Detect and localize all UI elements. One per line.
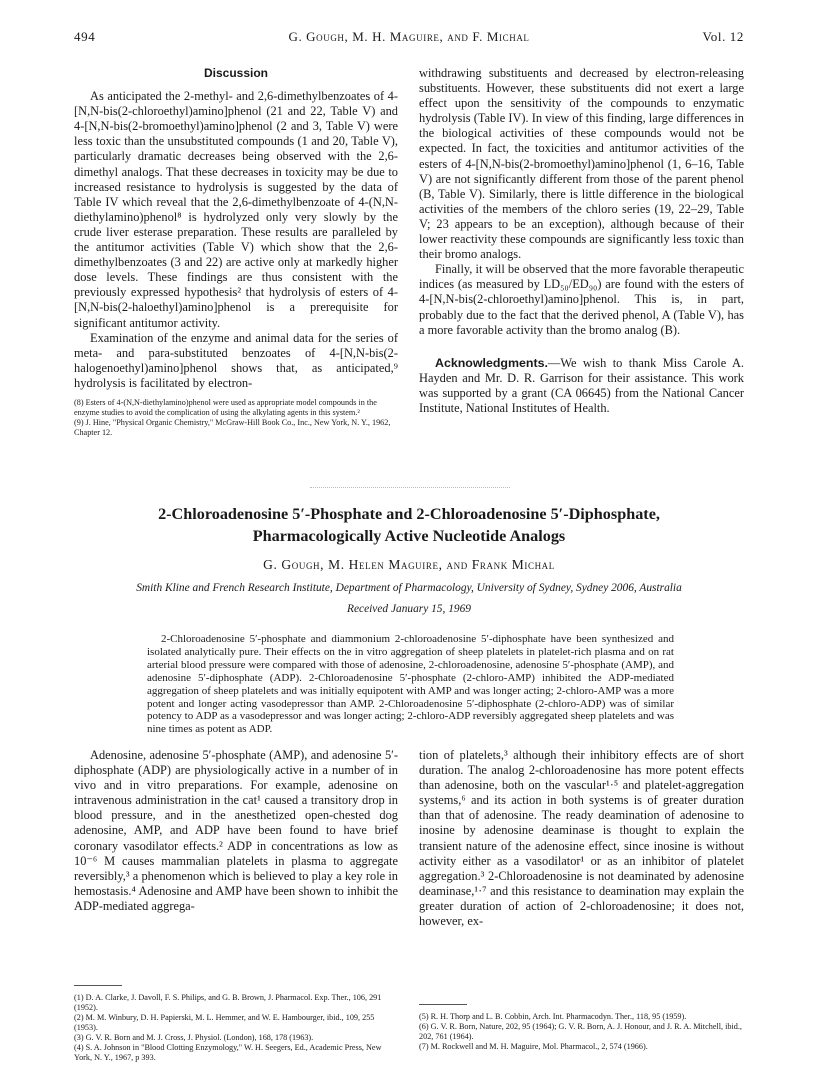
article-title: [74, 503, 744, 547]
discussion-column-left: [74, 66, 398, 438]
discussion-paragraph: As anticipated the 2-methyl- and 2,6-dimethylbenzoates of 4-[N,N-bis(2-chloroethyl)amino]phenol (21 and 22, Table V) and 4-[N,N-bis(2-bromoethyl)amino]phenol (2 and 3, Table V) were less toxic than the unsubstituted compounds (1 and 20, Table V), particularly dramatic decreases being observed with the 2,6-dimethyl analogs. That these decreases in toxicity may be due to increased resistance to hydrolysis is suggested by the data of Table IV which reveal that the 2,6-dimethylbenzoate of 4-(N,N-diethylamino)phenol⁸ is hydrolyzed only very slowly by the crude liver esterase preparation. These results are paralleled by the antitumor activities (Table V) which show that the 2,6-dimethylbenzoates (3 and 22) are active only at markedly higher dose levels. These findings are thus consistent with the previously expressed hypothesis² that hydrolysis of esters of 4-[N,N-bis(2-haloethyl)amino]phenol is a prerequisite for significant antitumor activity.: [74, 89, 398, 330]
article-title-line: Pharmacologically Active Nucleotide Analogs: [252, 527, 566, 545]
footnote: (9) J. Hine, "Physical Organic Chemistry," McGraw-Hill Book Co., Inc., New York, N. Y., 1962, Chapter 12.: [74, 417, 391, 437]
footnote-rule: [419, 1004, 467, 1005]
article-title-line: 2-Chloroadenosine 5′-Phosphate and 2-Chloroadenosine 5′-Diphosphate,: [158, 505, 660, 523]
discussion-paragraph: withdrawing substituents and decreased by electron-releasing substituents. However, these substituents did not exert a large effect upon the sensitivity of the compounds to enzymatic hydrolysis (Table IV). In view of this finding, large differences in the biological activities of these compounds would not be expected. In fact, the toxicities and antitumor activities of the esters of 4-[N,N-bis(2-bromoethyl)amino]phenol (1, 6–16, Table V) are not significantly different from those of the parent phenol (B, Table V). Similarly, there is little difference in the biological activities of the members of the chloro series (19, 22–29, Table V; 23 appears to be an exception), although because of their lower reactivity these compounds are significantly less toxic than their bromo analogs.: [419, 66, 744, 262]
reference: (5) R. H. Thorp and L. B. Cobbin, Arch. Int. Pharmacodyn. Ther., 118, 95 (1959).: [419, 1012, 687, 1021]
reference: (3) G. V. R. Born and M. J. Cross, J. Physiol. (London), 168, 178 (1963).: [74, 1033, 314, 1042]
acknowledgments-heading: Acknowledgments.: [435, 355, 548, 370]
page-number: 494: [74, 29, 96, 44]
footnote: (8) Esters of 4-(N,N-diethylamino)phenol were used as appropriate model compounds in the enzyme studies to avoid the complication of using the alkylating agents in this system.²: [74, 397, 377, 417]
abstract: [147, 633, 674, 736]
section-divider: [310, 487, 510, 488]
reference: (4) S. A. Johnson in "Blood Clotting Enzymology," W. H. Seegers, Ed., Academic Press, New York, N. Y., 1967, p 393.: [74, 1043, 382, 1062]
footnotes: [74, 398, 398, 438]
references-right: [419, 1012, 744, 1052]
discussion-paragraph: Examination of the enzyme and animal data for the series of meta- and para-substituted benzoates of 4-[N,N-bis(2-halogenoethyl)amino]phenol shows that, as anticipated,⁹ hydrolysis is facilitated by electron-: [74, 330, 398, 390]
discussion-column-right: [419, 66, 744, 416]
running-title: G. Gough, M. H. Maguire, and F. Michal: [288, 29, 530, 44]
reference: (2) M. M. Winbury, D. H. Papierski, M. L. Hemmer, and W. E. Hambourger, ibid., 109, 255 (1953).: [74, 1013, 375, 1032]
body-paragraph: Adenosine, adenosine 5′-phosphate (AMP), and adenosine 5′-diphosphate (ADP) are physiologically active in a number of in vivo and in vitro preparations. For example, adenosine on intravenous administration in the cat¹ caused a transitory drop in blood pressure, and in the anesthetized open-chested dog adenosine, AMP, and ADP have been found to have brief coronary vasodilator effects.² ADP in concentrations as low as 10⁻⁶ M causes mammalian platelets in plasma to aggregate reversibly,³ a phenomenon which is believed to play a key role in hemostasis.⁴ Adenosine and AMP have been shown to inhibit the ADP-mediated aggrega-: [74, 748, 398, 913]
reference: (7) M. Rockwell and M. H. Maguire, Mol. Pharmacol., 2, 574 (1966).: [419, 1042, 648, 1051]
reference: (6) G. V. R. Born, Nature, 202, 95 (1964); G. V. R. Born, A. J. Honour, and J. R. A. Mitchell, ibid., 202, 761 (1964).: [419, 1022, 742, 1041]
body-column-left: [74, 748, 398, 914]
body-paragraph: tion of platelets,³ although their inhibitory effects are of short duration. The analog 2-chloroadenosine has more potent effects than adenosine, both on the vascular¹·⁵ and platelet-aggregation systems,⁶ and its action in both systems is of greater duration than that of adenosine. The ready deamination of adenosine to inosine by adenosine deaminase is thought to explain the transient nature of the adenosine effect, since inosine is without activity either as a vasodilator¹ or as an inhibitor of platelet aggregation.³ 2-Chloroadenosine is not deaminated by adenosine deaminase,¹·⁷ and this resistance to deamination may explain the greater duration of action of 2-chloroadenosine; it does not, however, ex-: [419, 748, 744, 929]
volume-label: Vol. 12: [702, 29, 744, 44]
acknowledgments-text: —We wish to thank Miss Carole A. Hayden and Mr. D. R. Garrison for their assistance. This work was supported by a grant (CA 06645) from the National Cancer Institute, National Institutes of Health.: [419, 355, 744, 415]
section-heading: Discussion: [203, 66, 269, 80]
abstract-text: 2-Chloroadenosine 5′-phosphate and diammonium 2-chloroadenosine 5′-diphosphate have been synthesized and isolated analytically pure. Their effects on the in vitro aggregation of sheep platelets in platelet-rich plasma and on rat arterial blood pressure were compared with those of adenosine, 2-chloroadenosine, adenosine 5′-phosphate (AMP), and adenosine 5′-diphosphate (ADP). 2-Chloroadenosine 5′-phosphate (2-chloro-AMP) inhibited the ADP-mediated aggregation of sheep platelets and was initially equipotent with AMP and was longer acting; 2-chloro-AMP was a more potent and longer acting vasodepressor than AMP. 2-Chloroadenosine 5′-diphosphate (2-chloro-ADP) was of similar potency to ADP as a vasodepressor and was longer acting; 2-chloro-ADP reversibly aggregated sheep platelets and was nine times as potent as ADP.: [147, 633, 674, 736]
footnote-rule: [74, 985, 122, 986]
received-date: Received January 15, 1969: [347, 603, 471, 615]
running-header: [74, 29, 744, 45]
article-affiliation: Smith Kline and French Research Institute, Department of Pharmacology, University of Sydney, Sydney 2006, Australia: [136, 582, 682, 594]
discussion-paragraph: Finally, it will be observed that the more favorable therapeutic indices (as measured by LD₅₀/ED₉₀) are found with the esters of 4-[N,N-bis(2-chloroethyl)amino]phenol. This is, in part, probably due to the fact that the derived phenol, A (Table V), has a more favorable activity than the bromo analog (B).: [419, 262, 744, 337]
references-left: [74, 993, 398, 1063]
article-authors: G. Gough, M. Helen Maguire, and Frank Michal: [263, 557, 555, 572]
acknowledgments: [419, 356, 744, 416]
body-column-right: [419, 748, 744, 929]
reference: (1) D. A. Clarke, J. Davoll, F. S. Philips, and G. B. Brown, J. Pharmacol. Exp. Ther., 106, 291 (1952).: [74, 993, 382, 1012]
